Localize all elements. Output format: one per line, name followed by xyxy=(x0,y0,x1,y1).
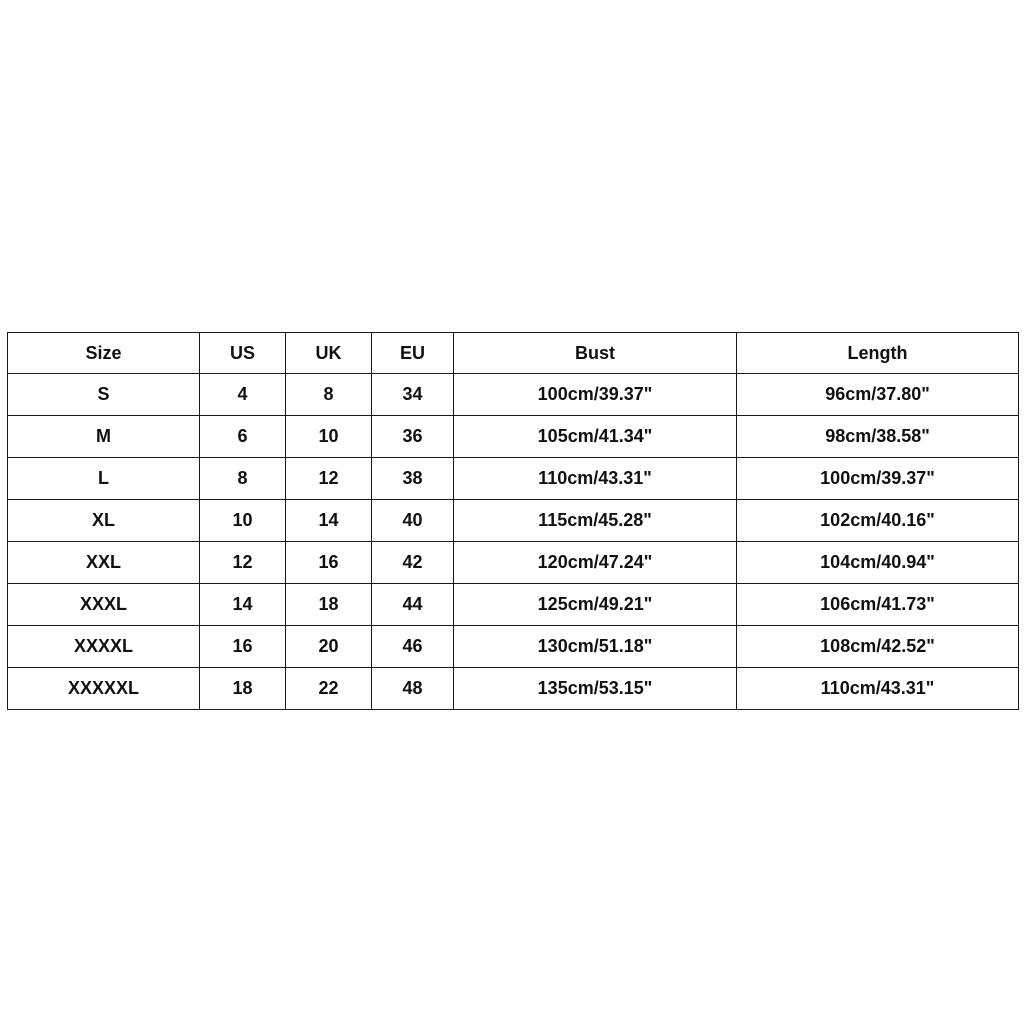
table-row xyxy=(8,584,1019,626)
header-us: US xyxy=(200,333,286,374)
cell-length: 108cm/42.52" xyxy=(737,626,1019,668)
header-bust: Bust xyxy=(454,333,737,374)
cell-us: 12 xyxy=(200,542,286,584)
cell-eu: 40 xyxy=(372,500,454,542)
cell-eu: 48 xyxy=(372,668,454,710)
cell-bust: 110cm/43.31" xyxy=(454,458,737,500)
cell-size: XXL xyxy=(8,542,200,584)
header-uk: UK xyxy=(286,333,372,374)
header-length: Length xyxy=(737,333,1019,374)
cell-us: 18 xyxy=(200,668,286,710)
cell-uk: 20 xyxy=(286,626,372,668)
cell-bust: 135cm/53.15" xyxy=(454,668,737,710)
cell-length: 106cm/41.73" xyxy=(737,584,1019,626)
cell-length: 98cm/38.58" xyxy=(737,416,1019,458)
cell-us: 14 xyxy=(200,584,286,626)
cell-length: 110cm/43.31" xyxy=(737,668,1019,710)
cell-us: 6 xyxy=(200,416,286,458)
table-row xyxy=(8,500,1019,542)
cell-uk: 8 xyxy=(286,374,372,416)
cell-uk: 14 xyxy=(286,500,372,542)
cell-size: L xyxy=(8,458,200,500)
table-row xyxy=(8,542,1019,584)
cell-size: S xyxy=(8,374,200,416)
cell-eu: 36 xyxy=(372,416,454,458)
cell-bust: 115cm/45.28" xyxy=(454,500,737,542)
size-chart-table xyxy=(7,332,1019,710)
table-row xyxy=(8,626,1019,668)
cell-us: 8 xyxy=(200,458,286,500)
cell-bust: 120cm/47.24" xyxy=(454,542,737,584)
cell-size: M xyxy=(8,416,200,458)
header-eu: EU xyxy=(372,333,454,374)
cell-length: 102cm/40.16" xyxy=(737,500,1019,542)
header-size: Size xyxy=(8,333,200,374)
cell-bust: 100cm/39.37" xyxy=(454,374,737,416)
cell-uk: 12 xyxy=(286,458,372,500)
table-row xyxy=(8,374,1019,416)
cell-us: 10 xyxy=(200,500,286,542)
cell-bust: 105cm/41.34" xyxy=(454,416,737,458)
table-row xyxy=(8,668,1019,710)
cell-length: 100cm/39.37" xyxy=(737,458,1019,500)
table-row xyxy=(8,416,1019,458)
cell-eu: 44 xyxy=(372,584,454,626)
table-row xyxy=(8,458,1019,500)
cell-eu: 46 xyxy=(372,626,454,668)
cell-us: 16 xyxy=(200,626,286,668)
cell-uk: 16 xyxy=(286,542,372,584)
cell-length: 96cm/37.80" xyxy=(737,374,1019,416)
table-header-row xyxy=(8,333,1019,374)
cell-size: XXXL xyxy=(8,584,200,626)
cell-uk: 22 xyxy=(286,668,372,710)
cell-bust: 130cm/51.18" xyxy=(454,626,737,668)
cell-uk: 18 xyxy=(286,584,372,626)
cell-size: XXXXL xyxy=(8,626,200,668)
cell-size: XL xyxy=(8,500,200,542)
cell-bust: 125cm/49.21" xyxy=(454,584,737,626)
cell-uk: 10 xyxy=(286,416,372,458)
cell-eu: 38 xyxy=(372,458,454,500)
cell-eu: 34 xyxy=(372,374,454,416)
cell-eu: 42 xyxy=(372,542,454,584)
cell-us: 4 xyxy=(200,374,286,416)
cell-length: 104cm/40.94" xyxy=(737,542,1019,584)
cell-size: XXXXXL xyxy=(8,668,200,710)
